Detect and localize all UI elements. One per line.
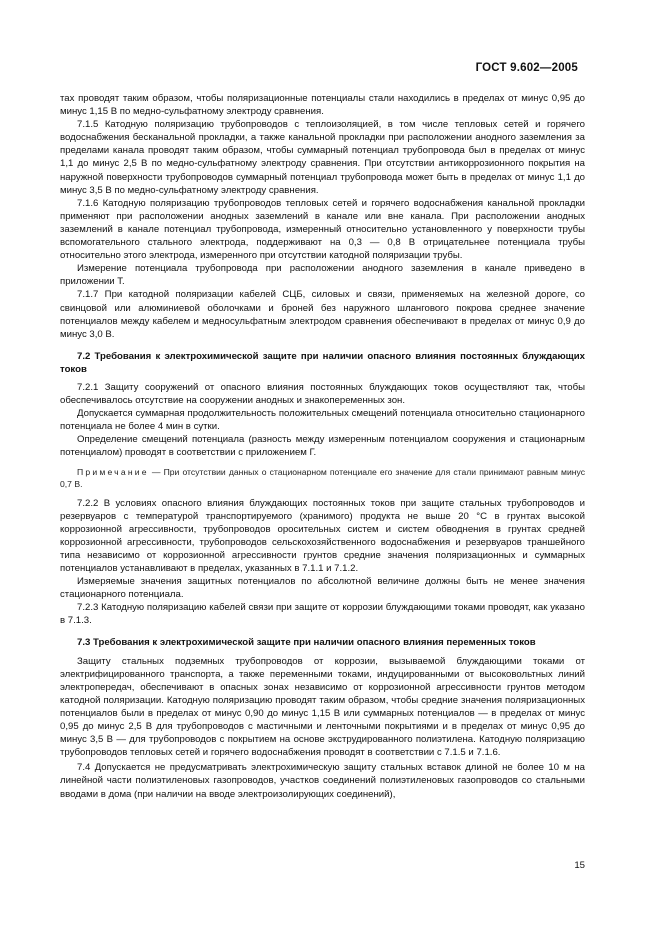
- paragraph-7-2-2: 7.2.2 В условиях опасного влияния блуждающих постоянных токов при защите стальных трубопроводов и резервуаров с температурой транспортируемого (хранимого) продукта не выше 20 °С в грунтах высокой коррозионной агрессивности, трубопроводов оросительных систем и систем обводнения в грунтах средней коррозионной агрессивности, трубопроводов сельскохозяйственного водоснабжения и резервуаров траншейного типа независимо от коррозионной агрессивности грунтов средние значения поляризационных и суммарных потенциалов устанавливают в пределах, указанных в 7.1.1 и 7.1.2.: [60, 497, 585, 574]
- page-number: 15: [574, 860, 585, 871]
- paragraph-7-1-6: 7.1.6 Катодную поляризацию трубопроводов тепловых сетей и горячего водоснабжения канальной прокладки применяют при расположении анодных заземлений в канале или вне канала. При расположении анодных заземлений в канале потенциал трубопровода, измеренный относительно установленного у поверхности трубы вспомогательного стального электрода, поддерживают на 0,3 — 0,8 В отрицательнее потенциала трубы относительно этого электрода, измеренного при отсутствии катодной поляризации трубы.: [60, 197, 585, 262]
- section-heading-7-3: 7.3 Требования к электрохимической защите при наличии опасного влияния переменных токов: [77, 637, 536, 649]
- section-heading-7-2: 7.2 Требования к электрохимической защите при наличии опасного влияния постоянных блуждающих токов: [60, 350, 585, 375]
- paragraph-7-4: 7.4 Допускается не предусматривать электрохимическую защиту стальных вставок длиной не более 10 м на линейной части полиэтиленовых газопроводов, участков соединений полиэтиленовых газопроводов со стальными вводами в дома (при наличии на вводе электроизолирующих соединений),: [60, 762, 585, 800]
- note: [60, 466, 585, 491]
- page-body: [60, 92, 585, 801]
- standard-header: ГОСТ 9.602—2005: [475, 62, 578, 74]
- paragraph-shift-definition: Определение смещений потенциала (разность между измеренным потенциалом сооружения и стационарным потенциалом) проводят в соответствии с приложением Г.: [60, 434, 585, 459]
- note-label: Примечание: [77, 466, 149, 477]
- paragraph-7-2-3: 7.2.3 Катодную поляризацию кабелей связи при защите от коррозии блуждающими токами проводят, как указано в 7.1.3.: [60, 602, 585, 627]
- note-text: — При отсутствии данных о стационарном потенциале его значение для стали принимают равным минус 0,7 В.: [60, 466, 586, 490]
- paragraph-measured-values: Измеряемые значения защитных потенциалов по абсолютной величине должны быть не менее значения стационарного потенциала.: [60, 576, 585, 601]
- paragraph-allowed-duration: Допускается суммарная продолжительность положительных смещений потенциала относительно стационарного потенциала не более 4 мин в сутки.: [60, 408, 585, 433]
- paragraph-continuation: тах проводят таким образом, чтобы поляризационные потенциалы стали находились в пределах от минус 0,95 до минус 1,15 В по медно-сульфатному электроду сравнения.: [60, 93, 585, 118]
- paragraph-7-1-5: 7.1.5 Катодную поляризацию трубопроводов с теплоизоляцией, в том числе тепловых сетей и горячего водоснабжения бесканальной прокладки, а также канальной прокладки при расположении анодного заземления за пределами канала проводят таким образом, чтобы суммарный потенциал трубопровода был в пределах от минус 1,1 до минус 2,5 В по медно-сульфатному электроду сравнения. При отсутствии антикоррозионного покрытия на наружной поверхности трубопроводов суммарный потенциал трубопровода может быть в пределах от минус 1,1 до минус 3,5 В по медно-сульфатному электроду сравнения.: [60, 119, 585, 196]
- paragraph-7-2-1: 7.2.1 Защиту сооружений от опасного влияния постоянных блуждающих токов осуществляют так, чтобы обеспечивалось отсутствие на сооружении анодных и знакопеременных зон.: [60, 381, 585, 407]
- paragraph-measurement: Измерение потенциала трубопровода при расположении анодного заземления в канале приведено в приложении Т.: [60, 263, 585, 288]
- paragraph-7-3: Защиту стальных подземных трубопроводов от коррозии, вызываемой блуждающими токами от электрифицированного транспорта, а также переменными токами, индуцированными от высоковольтных линий электропередач, обеспечивают в опасных зонах независимо от коррозионной агрессивности грунтов методом катодной поляризации. Катодную поляризацию проводят таким образом, чтобы средние значения поляризационных потенциалов были в пределах от минус 0,90 до минус 1,15 В или суммарных потенциалов — в пределах от минус 0,95 до минус 2,5 В для трубопроводов с мастичными и ленточными покрытиями и в пределах от минус 0,95 до минус 3,5 В — для трубопроводов с покрытием на основе экструдированного полиэтилена. Катодную поляризацию трубопроводов тепловых сетей и горячего водоснабжения проводят в соответствии с 7.1.5 и 7.1.6.: [60, 655, 585, 759]
- paragraph-7-1-7: 7.1.7 При катодной поляризации кабелей СЦБ, силовых и связи, применяемых на железной дороге, со свинцовой или алюминиевой оболочками и броней без наружного шлангового покрова среднее значение потенциалов между кабелем и медносульфатным электродом сравнения обеспечивают в пределах от минус 0,9 до минус 3,0 В.: [60, 289, 585, 340]
